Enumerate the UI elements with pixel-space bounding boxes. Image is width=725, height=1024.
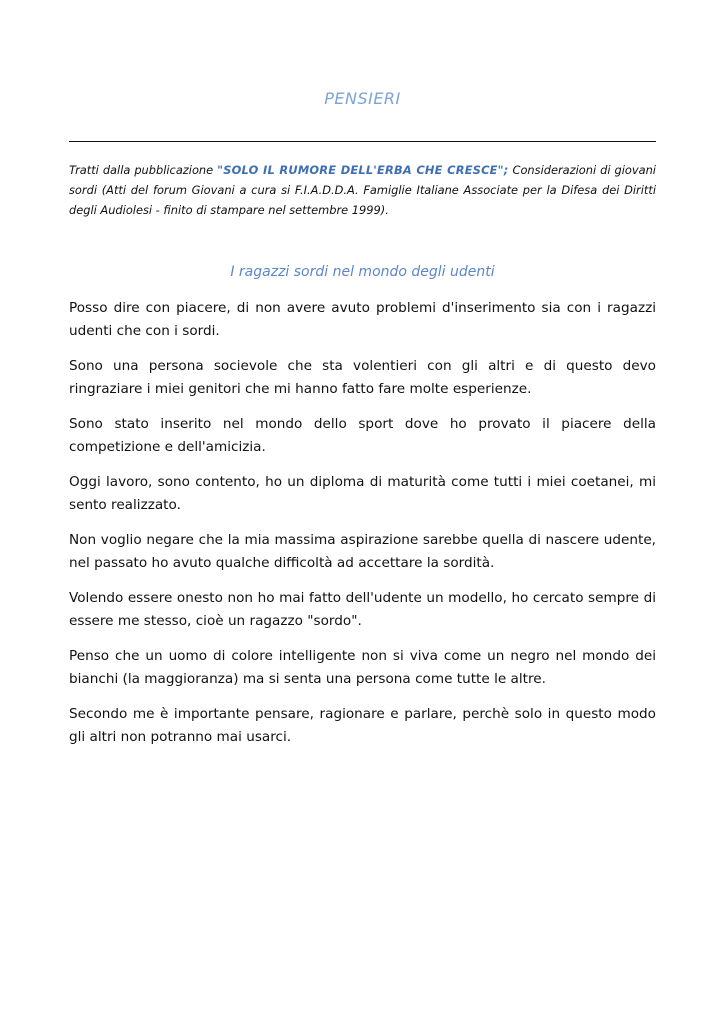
intro-note	[69, 160, 656, 220]
paragraph: Secondo me è importante pensare, ragionare e parlare, perchè solo in questo modo gli altri non potranno mai usarci.	[69, 706, 656, 745]
paragraph: Posso dire con piacere, di non avere avuto problemi d'inserimento sia con i ragazzi udenti che con i sordi.	[69, 300, 656, 339]
paragraph: Sono stato inserito nel mondo dello sport dove ho provato il piacere della competizione e dell'amicizia.	[69, 416, 656, 455]
body-text	[69, 297, 656, 761]
page-title: PENSIERI	[324, 89, 401, 108]
paragraph: Oggi lavoro, sono contento, ho un diploma di maturità come tutti i miei coetanei, mi sento realizzato.	[69, 474, 656, 513]
intro-suffix: Considerazioni di giovani sordi (Atti del forum Giovani a cura si F.I.A.D.D.A. Famiglie Italiane Associate per la Difesa dei Diritti degli Audiolesi - finito di stampare nel settembre 1999).	[69, 163, 656, 217]
paragraph: Penso che un uomo di colore intelligente non si viva come un negro nel mondo dei bianchi (la maggioranza) ma si senta una persona come tutte le altre.	[69, 648, 656, 687]
horizontal-rule	[69, 141, 656, 142]
section-title: I ragazzi sordi nel mondo degli udenti	[230, 264, 495, 280]
intro-prefix: Tratti dalla pubblicazione	[69, 163, 218, 177]
paragraph: Volendo essere onesto non ho mai fatto dell'udente un modello, ho cercato sempre di essere me stesso, cioè un ragazzo "sordo".	[69, 590, 656, 629]
publication-title: "SOLO IL RUMORE DELL'ERBA CHE CRESCE";	[217, 163, 509, 177]
paragraph: Non voglio negare che la mia massima aspirazione sarebbe quella di nascere udente, nel passato ho avuto qualche difficoltà ad accettare la sordità.	[69, 532, 656, 571]
paragraph: Sono una persona socievole che sta volentieri con gli altri e di questo devo ringraziare i miei genitori che mi hanno fatto fare molte esperienze.	[69, 358, 656, 397]
